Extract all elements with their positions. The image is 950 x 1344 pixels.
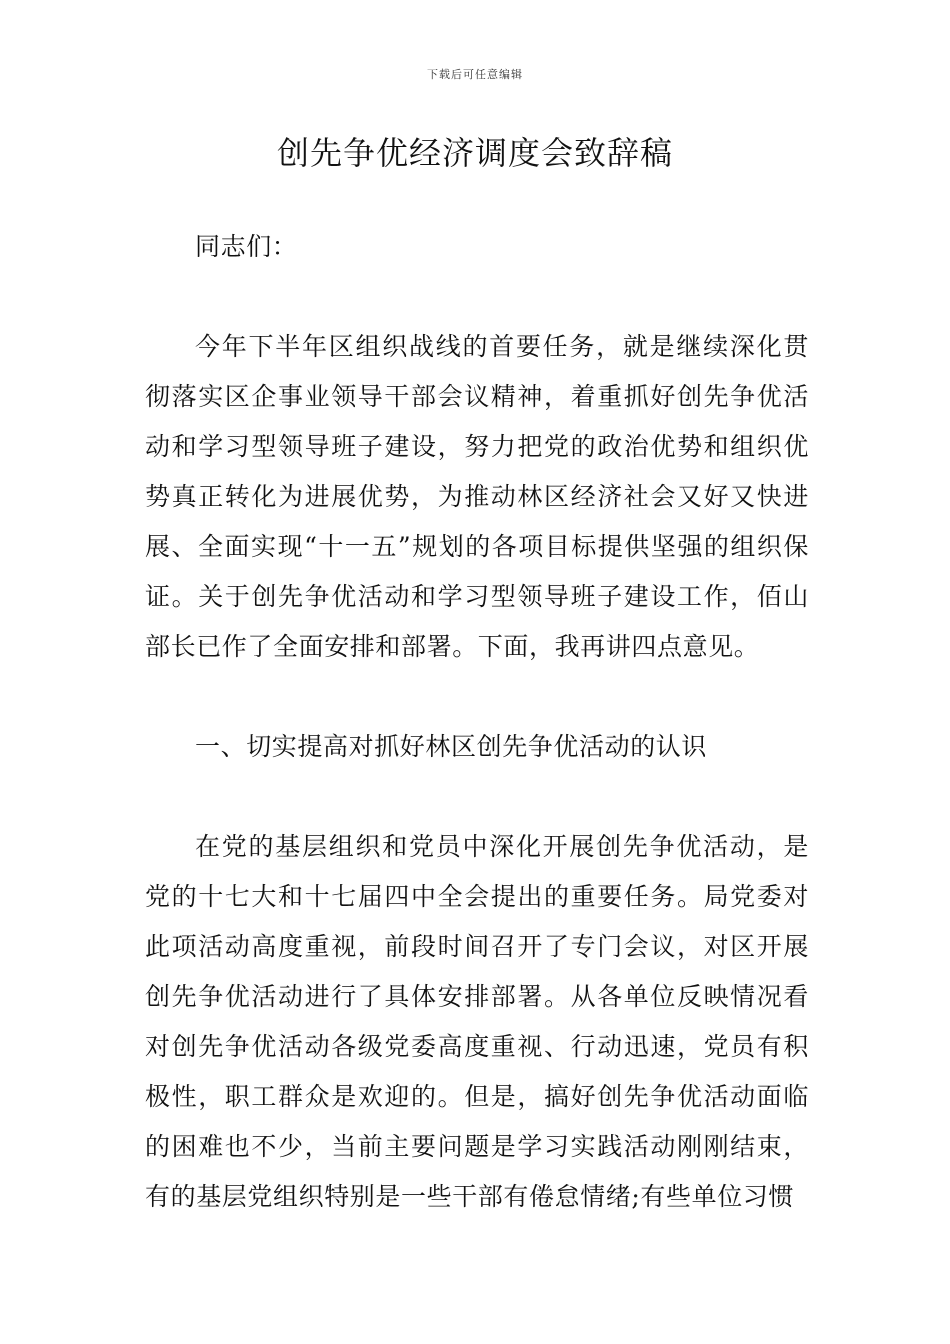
document-title: 创先争优经济调度会致辞稿: [276, 134, 673, 172]
section-heading-1: 一、切实提高对抓好林区创先争优活动的认识: [195, 732, 708, 761]
header-note: 下载后可任意编辑: [427, 68, 523, 81]
paragraph-section-1: 在党的基层组织和党员中深化开展创先争优活动，是党的十七大和十七届四中全会提出的重要任务。局党委对此项活动高度重视，前段时间召开了专门会议，对区开展创先争优活动进行了具体安排部署。从各单位反映情况看对创先争优活动各级党委高度重视、行动迅速，党员有积极性，职工群众是欢迎的。但是，搞好创先争优活动面临的困难也不少，当前主要问题是学习实践活动刚刚结束，有的基层党组织特别是一些干部有倦怠情绪;有些单位习惯: [145, 832, 809, 1211]
paragraph-intro: 今年下半年区组织战线的首要任务，就是继续深化贯彻落实区企事业领导干部会议精神，着重抓好创先争优活动和学习型领导班子建设，努力把党的政治优势和组织优势真正转化为进展优势，为推动林区经济社会又好又快进展、全面实现“十一五”规划的各项目标提供坚强的组织保证。关于创先争优活动和学习型领导班子建设工作，佰山部长已作了全面安排和部署。下面，我再讲四点意见。: [145, 332, 809, 661]
document-body: [145, 222, 809, 1272]
salutation: 同志们：: [195, 232, 298, 261]
